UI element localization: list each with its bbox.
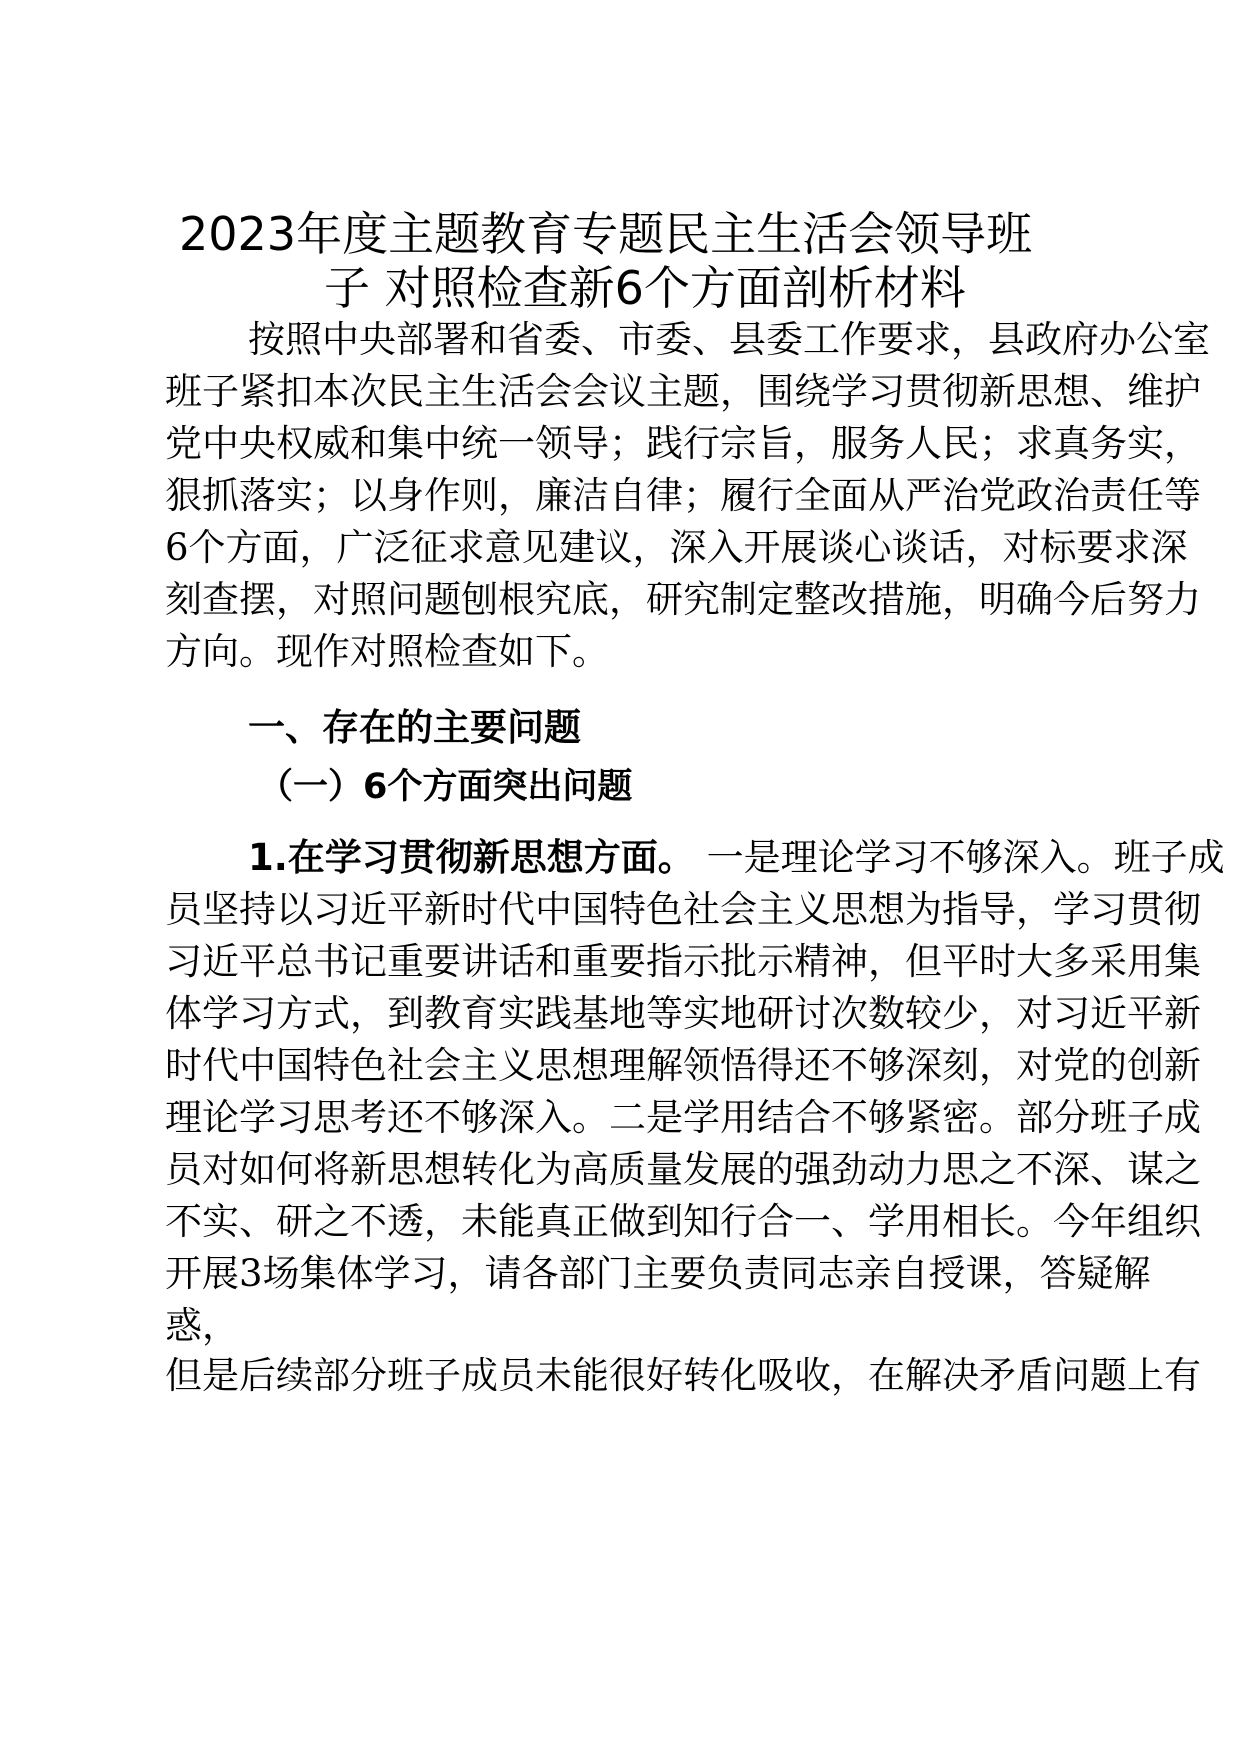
intro-line: 狠抓落实；以身作则，廉洁自律；履行全面从严治党政治责任等 [165, 474, 1201, 517]
intro-line: 班子紧扣本次民主生活会会议主题，围绕学习贯彻新思想、维护 [165, 370, 1201, 413]
section1-line: 员对如何将新思想转化为高质量发展的强劲动力思之不深、谋之 [165, 1148, 1201, 1191]
intro-line: 方向。现作对照检查如下。 [165, 630, 609, 673]
document-title-line-2: 子 对照检查新6个方面剖析材料 [324, 261, 966, 315]
section-heading: 一、存在的主要问题 [248, 706, 581, 749]
section1-line: 但是后续部分班子成员未能很好转化吸收，在解决矛盾问题上有 [165, 1354, 1201, 1397]
document-title-line-1: 2023年度主题教育专题民主生活会领导班 [179, 207, 1033, 261]
section1-first-line [248, 832, 1225, 884]
section1-line: 惑， [165, 1304, 239, 1347]
section1-line: 员坚持以习近平新时代中国特色社会主义思想为指导，学习贯彻 [165, 888, 1201, 931]
intro-line: 党中央权威和集中统一领导；践行宗旨，服务人民；求真务实， [165, 422, 1201, 465]
section1-line: 不实、研之不透，未能真正做到知行合一、学用相长。今年组织 [165, 1200, 1201, 1243]
section1-line: 习近平总书记重要讲话和重要指示批示精神，但平时大多采用集 [165, 940, 1201, 983]
intro-line: 按照中央部署和省委、市委、县委工作要求，县政府办公室 [248, 318, 1210, 361]
section1-line: 开展3场集体学习，请各部门主要负责同志亲自授课，答疑解 [165, 1252, 1151, 1295]
intro-line: 6个方面，广泛征求意见建议，深入开展谈心谈话，对标要求深 [165, 526, 1188, 569]
section1-line: 体学习方式，到教育实践基地等实地研讨次数较少，对习近平新 [165, 992, 1201, 1035]
section1-first-line-text: 一是理论学习不够深入。班子成 [694, 836, 1225, 879]
section1-line: 时代中国特色社会主义思想理解领悟得还不够深刻，对党的创新 [165, 1044, 1201, 1087]
section1-line: 理论学习思考还不够深入。二是学用结合不够紧密。部分班子成 [165, 1096, 1201, 1139]
subsection-heading: （一）6个方面突出问题 [258, 767, 633, 807]
section1-lead: 1.在学习贯彻新思想方面。 [248, 836, 695, 879]
intro-line: 刻查摆，对照问题刨根究底，研究制定整改措施，明确今后努力 [165, 578, 1201, 621]
